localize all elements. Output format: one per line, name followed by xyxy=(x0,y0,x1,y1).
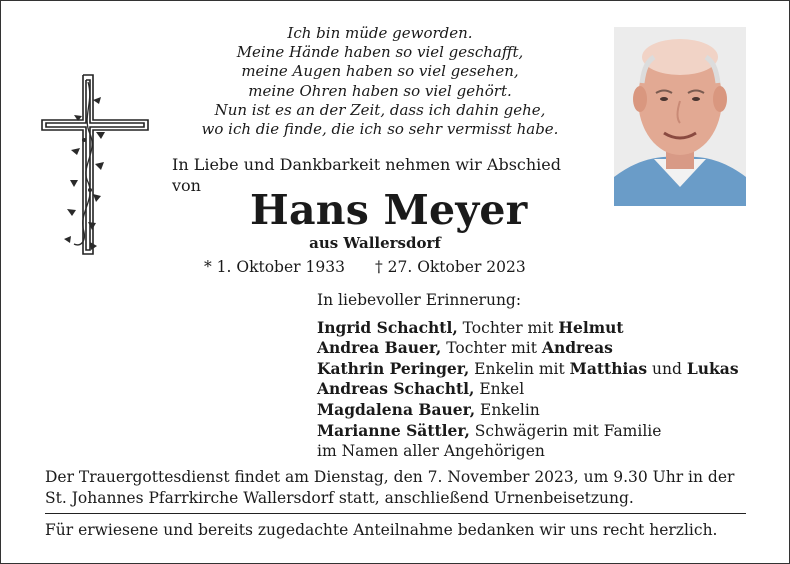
mourners-title: In liebevoller Erinnerung: xyxy=(317,291,522,309)
poem-line: Ich bin müde geworden. xyxy=(287,24,473,42)
mourner-row xyxy=(317,338,739,359)
mourner-partner: Andreas xyxy=(541,338,613,358)
intro-line: In Liebe und Dankbarkeit nehmen wir Abschied xyxy=(172,155,562,174)
mourner-relation: Enkel xyxy=(474,380,525,399)
mourner-row xyxy=(317,379,739,400)
mourner-relation: Tochter mit xyxy=(457,318,559,337)
mourner-conjunction: und xyxy=(647,359,687,378)
mourner-name: Magdalena Bauer, xyxy=(317,399,476,419)
poem-line: Nun ist es an der Zeit, dass ich dahin gehe, xyxy=(214,100,546,119)
poem xyxy=(150,24,610,139)
mourner-name: Marianne Sättler, xyxy=(317,420,470,440)
mourner-relation: Tochter mit xyxy=(441,339,542,358)
mourner-partner: Lukas xyxy=(686,358,739,378)
mourner-relation: im Namen aller Angehörigen xyxy=(317,442,545,461)
poem-line: wo ich die finde, die ich so sehr vermisst habe. xyxy=(201,120,559,139)
service-announcement: Der Trauergottesdienst findet am Dienstag, den 7. November 2023, um 9.30 Uhr in der St. Johannes Pfarrkirche Wallersdorf statt, anschließend Urnenbeisetzung. xyxy=(45,468,735,507)
poem-line: meine Augen haben so viel gesehen, xyxy=(241,62,519,81)
birth-date: * 1. Oktober 1933 xyxy=(204,258,345,276)
thanks-note: Für erwiesene und bereits zugedachte Anteilnahme bedanken wir uns recht herzlich. xyxy=(45,521,718,539)
mourners-list xyxy=(317,290,739,462)
mourner-name: Andrea Bauer, xyxy=(317,338,442,358)
mourner-name: Andreas Schachtl, xyxy=(317,379,475,399)
mourner-relation: Enkelin mit xyxy=(469,359,570,378)
mourner-row xyxy=(317,441,739,462)
cross-with-ivy-icon xyxy=(38,72,153,257)
deceased-name: Hans Meyer xyxy=(250,186,528,234)
mourner-relation: Schwägerin mit Familie xyxy=(469,421,662,440)
intro-line: von xyxy=(172,176,201,195)
mourner-row xyxy=(317,400,739,421)
mourner-relation: Enkelin xyxy=(475,400,540,419)
poem-line: meine Ohren haben so viel gehört. xyxy=(248,81,512,100)
mourner-partner: Matthias xyxy=(569,358,648,378)
mourner-row xyxy=(317,359,739,380)
mourner-row xyxy=(317,421,739,442)
portrait-photo xyxy=(614,27,746,206)
life-dates xyxy=(204,258,526,276)
mourner-name: Kathrin Peringer, xyxy=(317,358,470,378)
mourner-partner: Helmut xyxy=(558,317,624,337)
divider xyxy=(45,513,746,514)
poem-line: Meine Hände haben so viel geschafft, xyxy=(236,43,524,62)
mourner-name: Ingrid Schachtl, xyxy=(317,317,458,337)
mourner-row xyxy=(317,318,739,339)
deceased-origin: aus Wallersdorf xyxy=(309,234,441,252)
death-date: † 27. Oktober 2023 xyxy=(374,258,526,276)
